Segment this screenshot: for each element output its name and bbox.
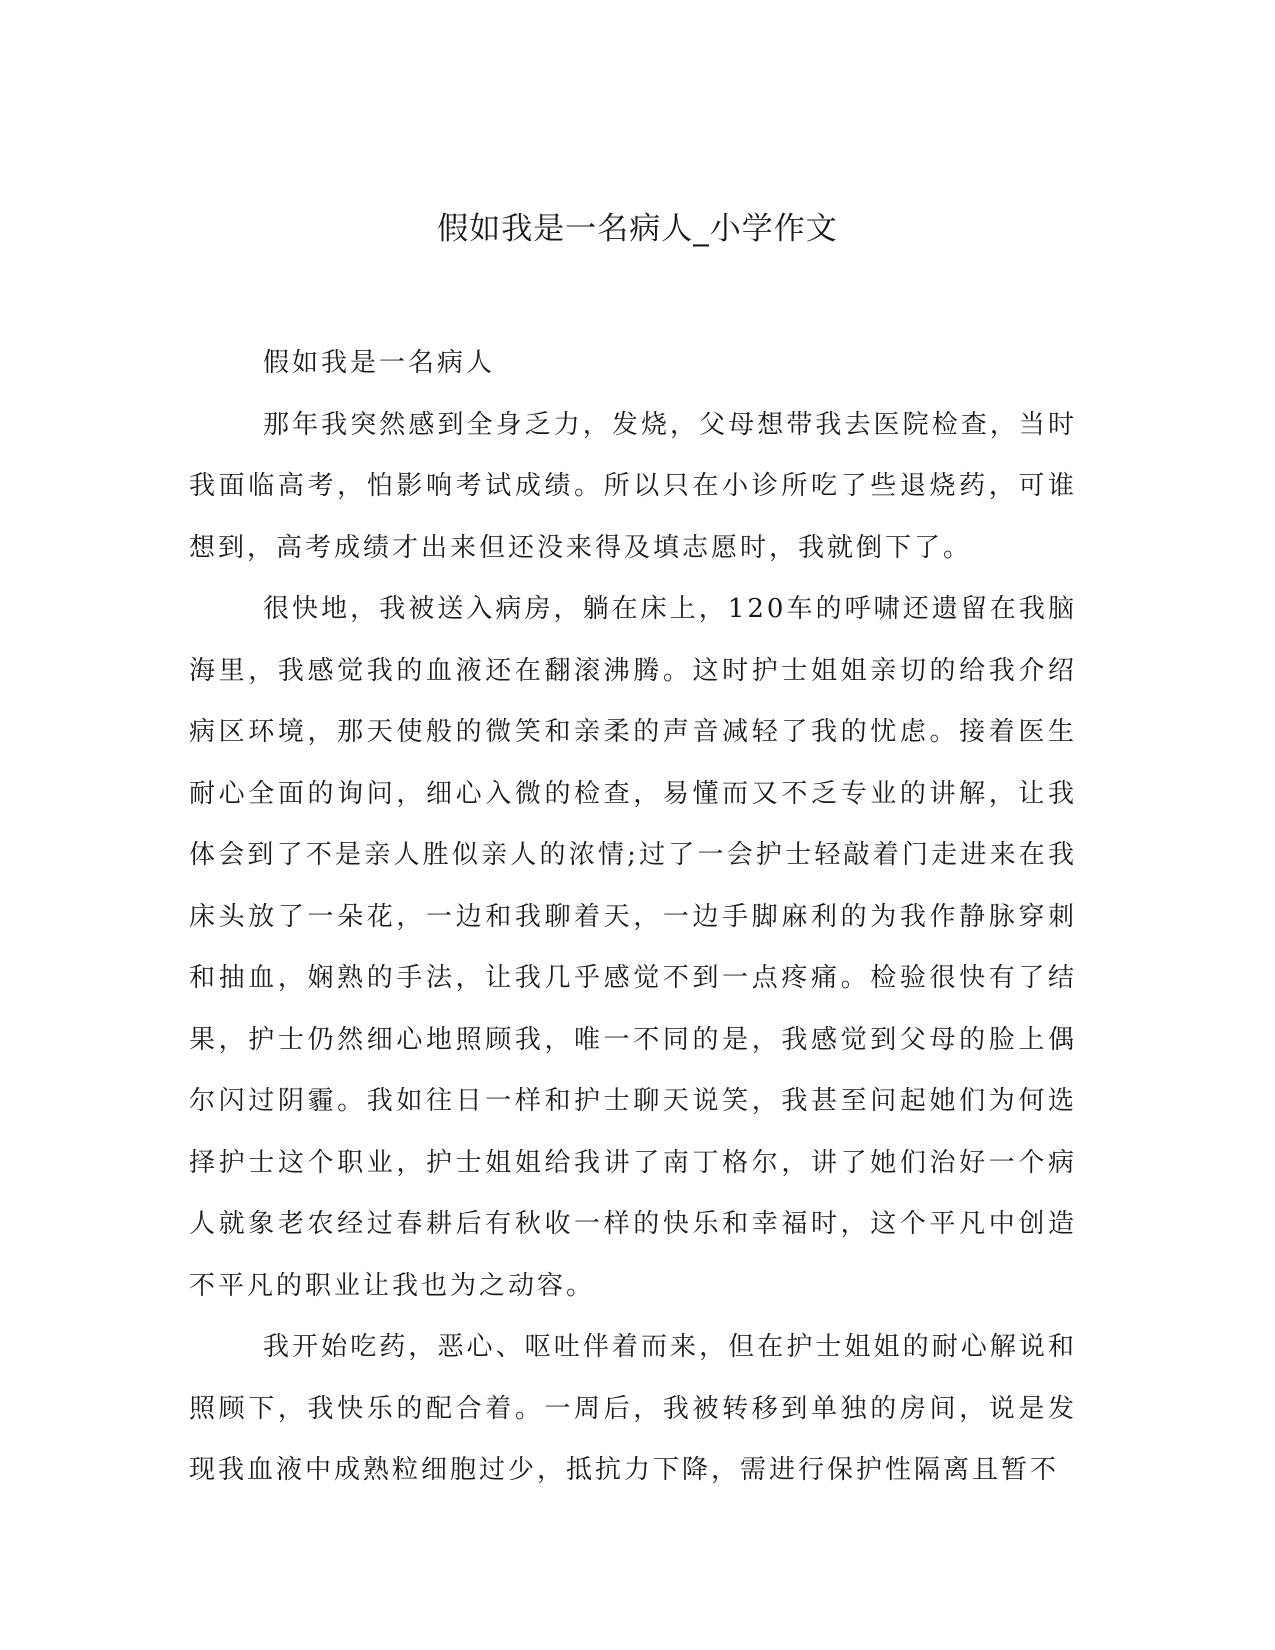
essay-subtitle: 假如我是一名病人 — [263, 348, 496, 378]
paragraph-2: 很快地，我被送入病房，躺在床上，120车的呼啸还遗留在我脑海里，我感觉我的血液还在翻滚沸腾。这时护士姐姐亲切的给我介绍病区环境，那天使般的微笑和亲柔的声音减轻了我的忧虑。接着医生耐心全面的询问，细心入微的检查，易懂而又不乏专业的讲解，让我体会到了不是亲人胜似亲人的浓情;过了一会护士轻敲着门走进来在我床头放了一朵花，一边和我聊着天，一边手脚麻利的为我作静脉穿刺和抽血，娴熟的手法，让我几乎感觉不到一点疼痛。检验很快有了结果，护士仍然细心地照顾我，唯一不同的是，我感觉到父母的脸上偶尔闪过阴霾。我如往日一样和护士聊天说笑，我甚至问起她们为何选择护士这个职业，护士姐姐给我讲了南丁格尔，讲了她们治好一个病人就象老农经过春耕后有秋收一样的快乐和幸福时，这个平凡中创造不平凡的职业让我也为之动容。 — [189, 594, 1077, 1301]
document-title: 假如我是一名病人_小学作文 — [437, 211, 838, 247]
paragraph-1: 那年我突然感到全身乏力，发烧，父母想带我去医院检查，当时我面临高考，怕影响考试成绩。所以只在小诊所吃了些退烧药，可谁想到，高考成绩才出来但还没来得及填志愿时，我就倒下了。 — [189, 409, 1077, 563]
document-body — [189, 333, 1077, 1502]
paragraph-3: 我开始吃药，恶心、呕吐伴着而来，但在护士姐姐的耐心解说和照顾下，我快乐的配合着。一周后，我被转移到单独的房间，说是发现我血液中成熟粒细胞过少，抵抗力下降，需进行保护性隔离且暂不 — [189, 1332, 1077, 1485]
